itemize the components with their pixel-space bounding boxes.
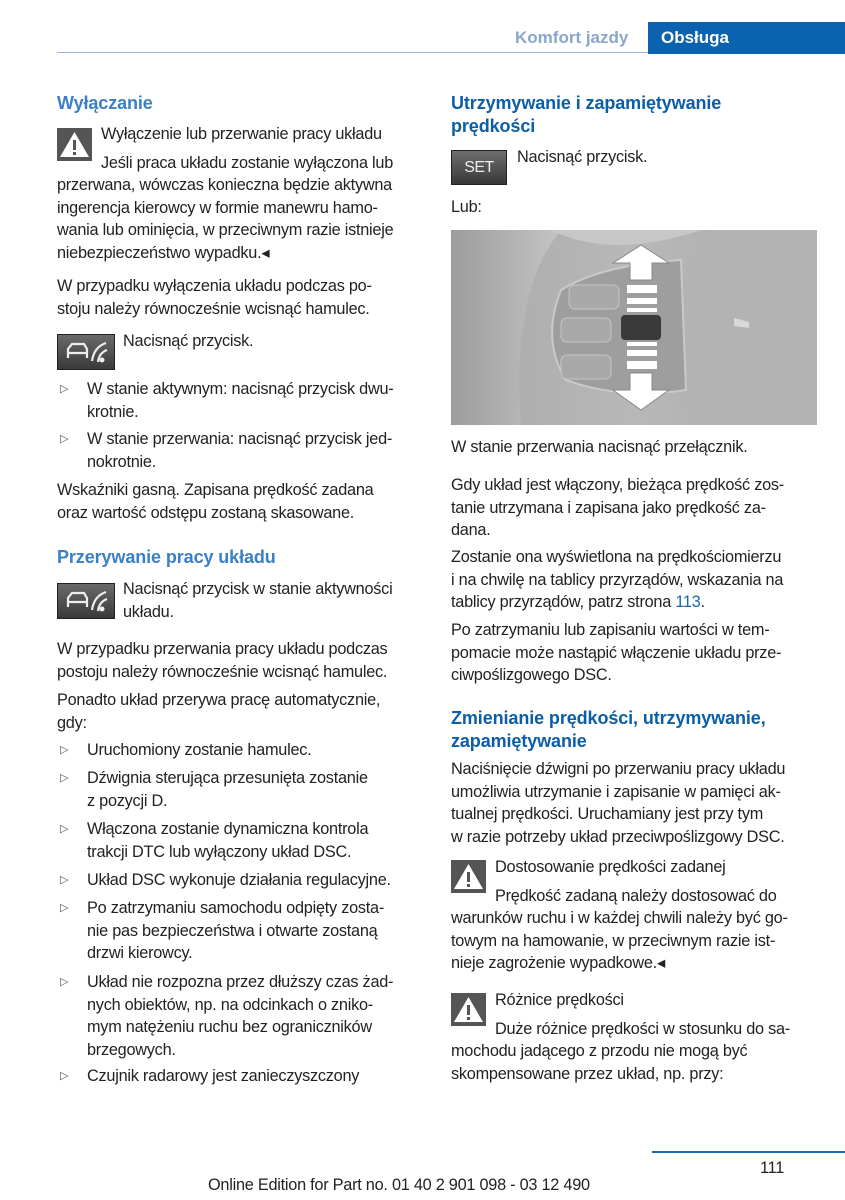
list-item: Układ nie rozpozna przez dłuższy czas żad- nych obiektów, np. na odcinkach o zniko- mym natężeniu ruchu bez ograniczników brzegowych. [87,973,394,1059]
warning-body: mochodu jadącego z przodu nie mogą być skompensowane przez układ, np. przy: [451,1042,748,1083]
active-tab [648,22,845,54]
list-item: W stanie aktywnym: nacisnąć przycisk dwu- krotnie. [87,380,394,421]
page-number-rule [652,1151,845,1153]
bullet-icon: ▷ [60,902,69,914]
press-button-text: Nacisnąć przycisk. [123,332,254,350]
list-item: Czujnik radarowy jest zanieczyszczony [87,1067,360,1085]
page-number: 111 [760,1159,784,1177]
bullet-icon: ▷ [60,744,69,756]
heading-utrzymywanie: Utrzymywanie i zapamiętywanie prędkości [451,93,722,136]
bullet-icon: ▷ [60,1070,69,1082]
warning-body: warunków ruchu i w każdej chwili należy być go- towym na hamowanie, w przeciwnym razie ist- nieje zagrożenie wypadkowe.◂ [451,909,788,972]
warning-icon [451,993,486,1026]
warning-body: przerwana, wówczas konieczna będzie aktywna ingerencja kierowcy w formie manewru hamo- wania lub ominięcia, w przeciwnym razie istnieje niebezpieczeństwo wypadku.◂ [57,176,394,262]
bullet-icon: ▷ [60,874,69,886]
footer-edition: Online Edition for Part no. 01 40 2 901 098 - 03 12 490 [208,1176,590,1194]
or-text: Lub: [451,198,482,216]
warning-title: Wyłączenie lub przerwanie pracy układu [101,125,382,143]
set-button-label: SET [464,159,494,176]
paragraph: Naciśnięcie dźwigni po przerwaniu pracy układu umożliwia utrzymanie i zapisanie w pamięci ak- tualnej prędkości. Uruchamiany jest przy tym w razie potrzeby układ przeciwpoślizgowy DSC. [451,760,786,846]
bullet-icon: ▷ [60,976,69,988]
warning-icon [451,860,486,893]
section-label: Komfort jazdy [515,28,629,47]
paragraph [451,546,783,614]
list-item: W stanie przerwania: nacisnąć przycisk jed- nokrotnie. [87,430,393,471]
heading-zmienianie: Zmienianie prędkości, utrzymywanie, zapamiętywanie [451,708,766,751]
heading-przerywanie: Przerywanie pracy układu [57,547,276,567]
bullet-icon: ▷ [60,383,69,395]
list-item: Włączona zostanie dynamiczna kontrola trakcji DTC lub wyłączony układ DSC. [87,820,369,861]
header-rule [57,52,648,53]
paragraph: Po zatrzymaniu lub zapisaniu wartości w tem- pomacie może nastąpić włączenie układu prze- ciwpoślizgowego DSC. [451,621,782,684]
list-item: Uruchomiony zostanie hamulec. [87,741,312,759]
warning-title: Różnice prędkości [495,991,624,1009]
cruise-control-button-icon [57,583,115,619]
set-button-icon [451,150,507,185]
list-item: Po zatrzymaniu samochodu odpięty zosta- nie pas bezpieczeństwa i otwarte zostaną drzwi kierowcy. [87,899,385,962]
bullet-icon: ▷ [60,772,69,784]
heading-wylaczanie: Wyłączanie [57,93,153,113]
bullet-icon: ▷ [60,823,69,835]
warning-title: Dostosowanie prędkości zadanej [495,858,726,876]
active-tab-label: Obsługa [661,28,730,47]
steering-wheel-image [451,230,817,425]
bullet-icon: ▷ [60,433,69,445]
paragraph: W przypadku przerwania pracy układu podczas postoju należy równocześnie wcisnąć hamulec. [57,640,388,681]
warning-body-first: Duże różnice prędkości w stosunku do sa- [495,1020,790,1038]
image-caption: W stanie przerwania nacisnąć przełącznik. [451,438,748,456]
list-item: Układ DSC wykonuje działania regulacyjne. [87,871,391,889]
paragraph: Wskaźniki gasną. Zapisana prędkość zadana oraz wartość odstępu zostaną skasowane. [57,481,374,522]
page-reference-link[interactable]: 113 [675,593,701,611]
paragraph-text: Zostanie ona wyświetlona na prędkościomierzu i na chwilę na tablicy przyrządów, wskazania na tablicy przyrządów, patrz strona [451,548,784,611]
press-button-text: Nacisnąć przycisk. [517,148,648,166]
warning-body-first: Prędkość zadaną należy dostosować do [495,887,777,905]
paragraph: Ponadto układ przerywa pracę automatycznie, gdy: [57,691,381,732]
press-button-text: Nacisnąć przycisk w stanie aktywności układu. [123,580,393,621]
cruise-control-button-icon [57,334,115,370]
warning-body-first: Jeśli praca układu zostanie wyłączona lub [101,154,394,172]
paragraph: Gdy układ jest włączony, bieżąca prędkość zos- tanie utrzymana i zapisana jako prędkość za- dana. [451,476,784,539]
warning-icon [57,128,92,161]
list-item: Dźwignia sterująca przesunięta zostanie z pozycji D. [87,769,368,810]
period: . [700,593,705,611]
paragraph: W przypadku wyłączenia układu podczas po- stoju należy równocześnie wcisnąć hamulec. [57,277,372,318]
